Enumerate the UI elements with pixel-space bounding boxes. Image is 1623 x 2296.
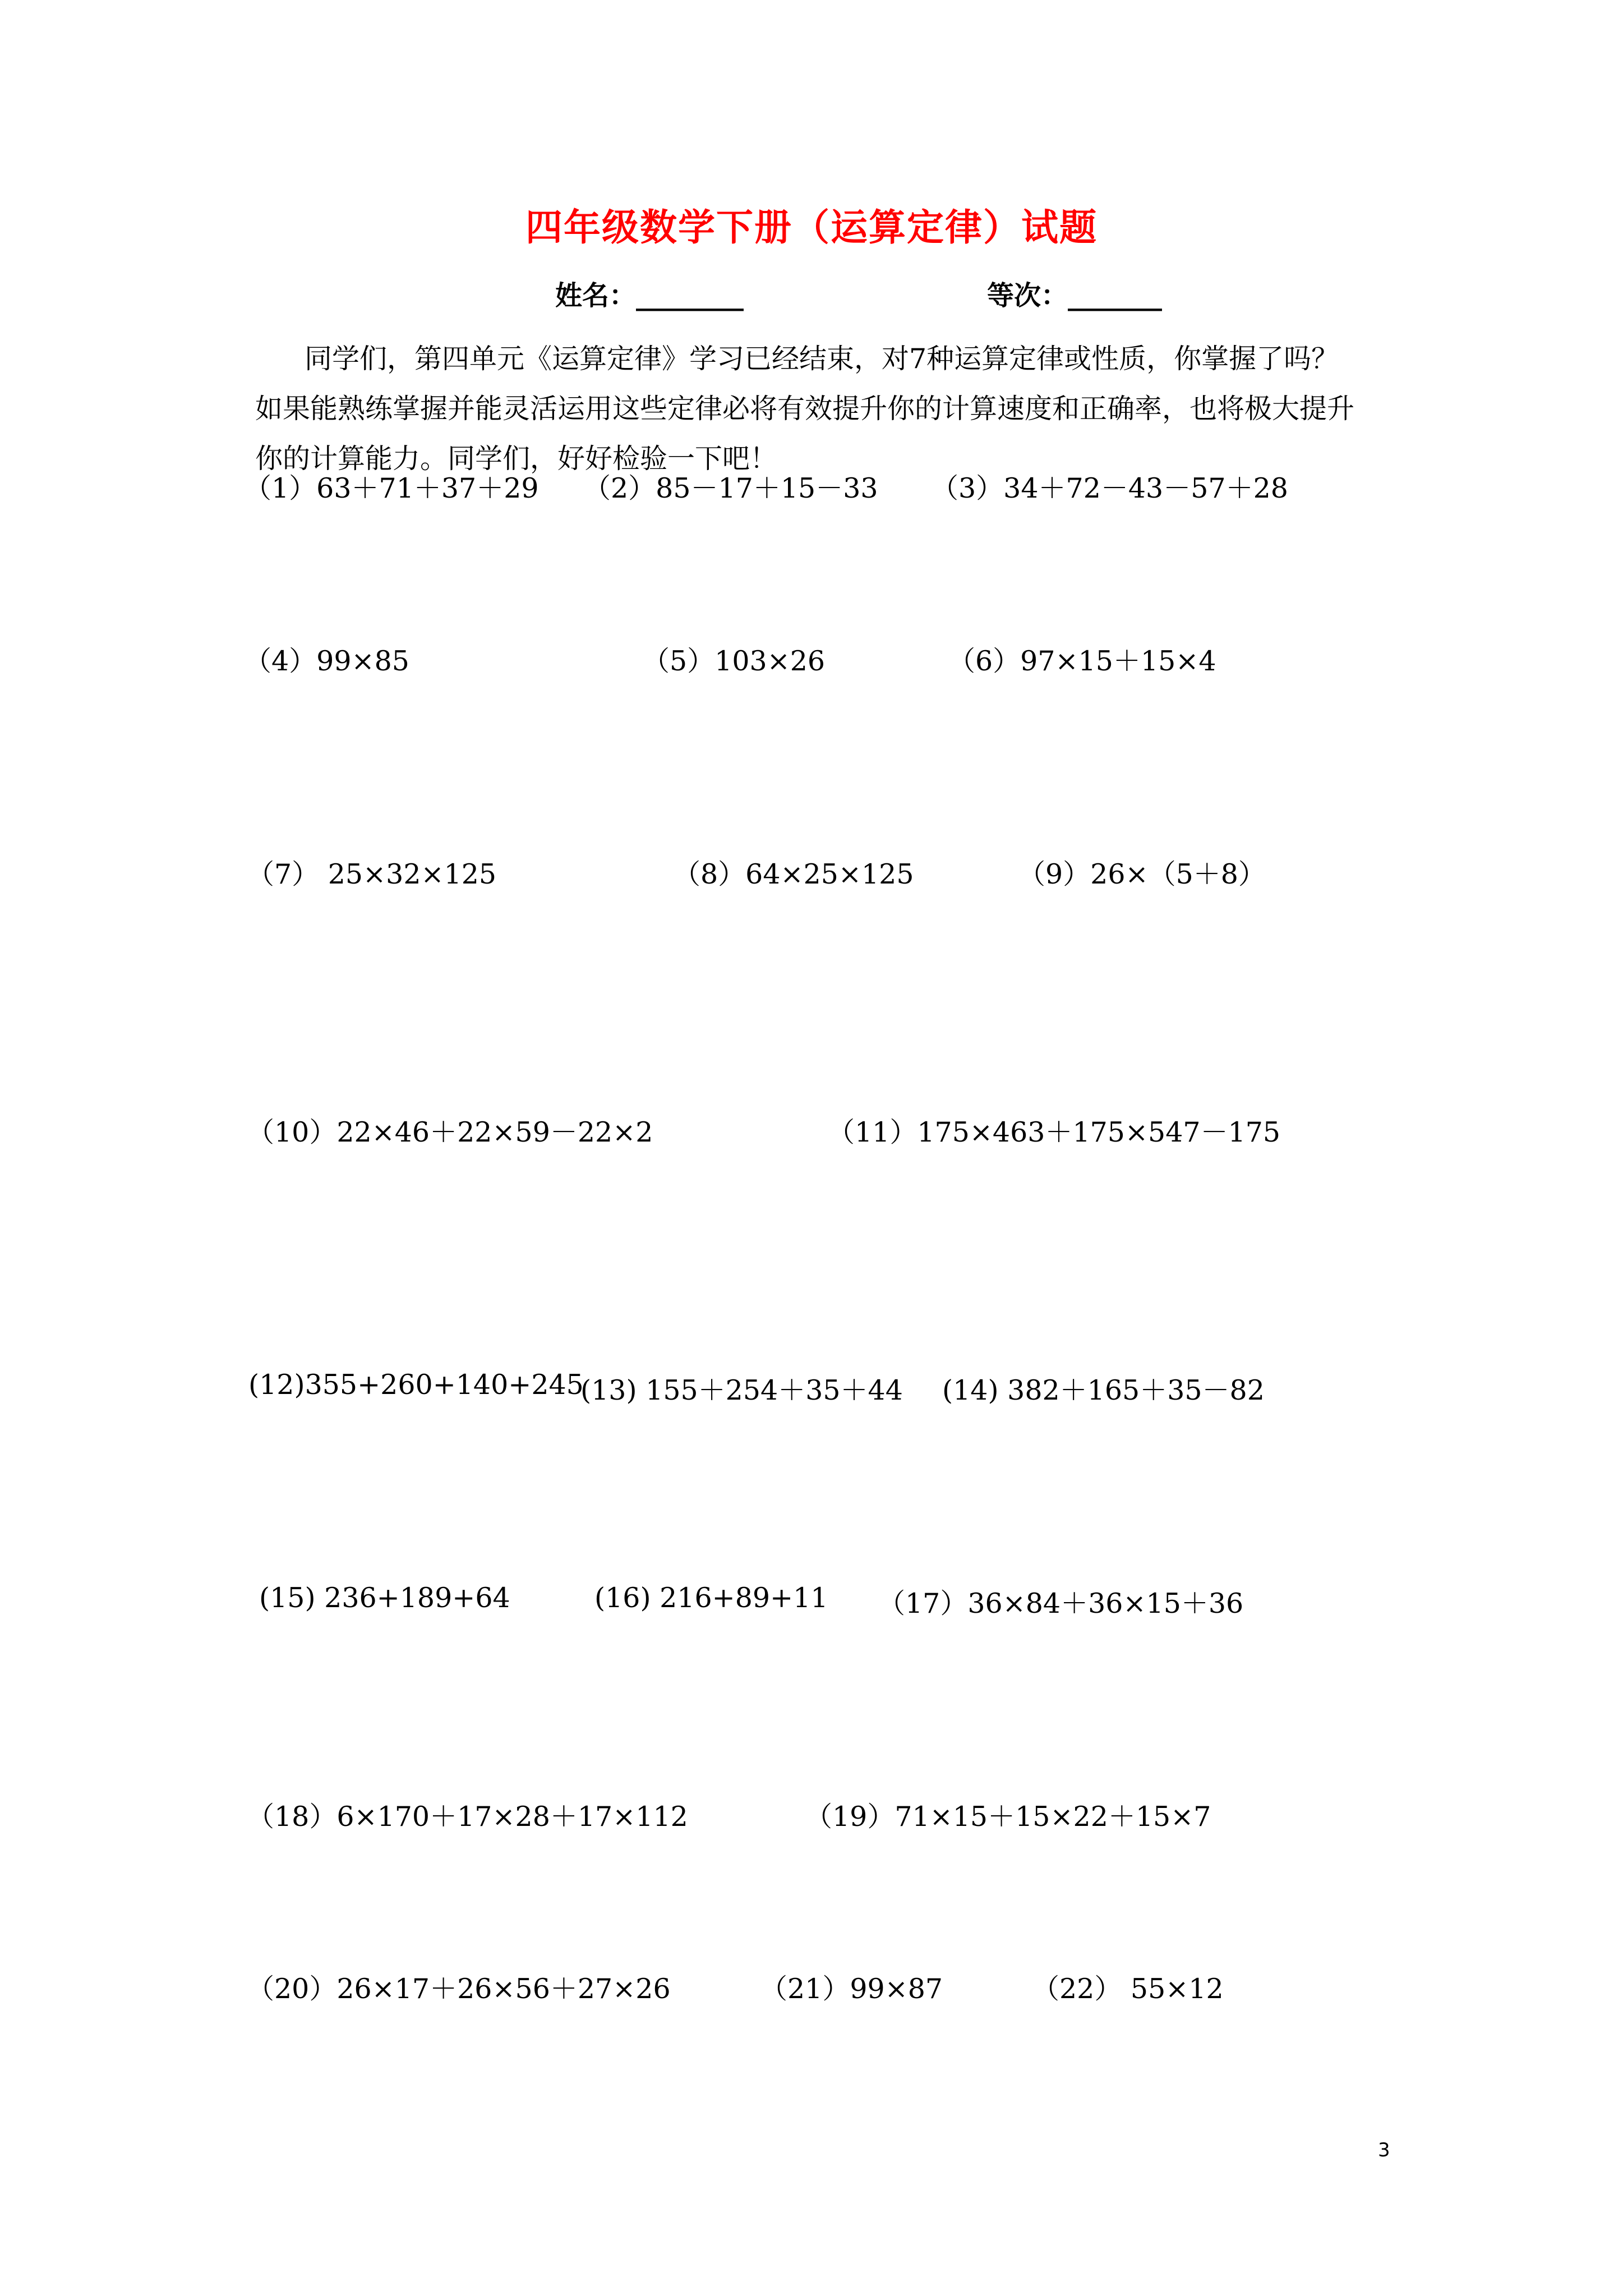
question-15: (15) 236+189+64 xyxy=(259,1582,510,1614)
question-13: (13) 155＋254＋35＋44 xyxy=(580,1374,903,1406)
question-19: （19）71×15＋15×22＋15×7 xyxy=(805,1801,1211,1833)
question-17: （17）36×84＋36×15＋36 xyxy=(878,1588,1244,1619)
intro-line: 你的计算能力。同学们，好好检验一下吧！ xyxy=(255,443,778,475)
question-10: （10）22×46＋22×59－22×2 xyxy=(247,1116,653,1148)
intro-paragraph xyxy=(255,334,1405,484)
question-21: （21）99×87 xyxy=(760,1973,943,2005)
question-1: （1）63＋71＋37＋29 xyxy=(244,472,539,504)
name-field: 姓名：________ xyxy=(555,280,744,311)
page-number: 3 xyxy=(1378,2139,1390,2161)
intro-line: 同学们，第四单元《运算定律》学习已经结束，对7种运算定律或性质，你掌握了吗？ xyxy=(305,343,1339,375)
question-11: （11）175×463＋175×547－175 xyxy=(827,1116,1281,1148)
question-20: （20）26×17＋26×56＋27×26 xyxy=(247,1973,671,2005)
question-2: （2）85－17＋15－33 xyxy=(583,472,878,504)
question-7: （7） 25×32×125 xyxy=(247,858,497,890)
question-16: (16) 216+89+11 xyxy=(594,1582,828,1614)
question-3: （3）34＋72－43－57＋28 xyxy=(931,472,1288,504)
question-9: （9）26×（5＋8） xyxy=(1018,858,1266,890)
question-6: （6）97×15＋15×4 xyxy=(948,645,1216,677)
question-14: (14) 382＋165＋35－82 xyxy=(942,1374,1265,1406)
grade-field: 等次：_______ xyxy=(987,280,1163,311)
question-8: （8）64×25×125 xyxy=(673,858,914,890)
question-4: （4）99×85 xyxy=(244,645,409,677)
intro-line: 如果能熟练掌握并能灵活运用这些定律必将有效提升你的计算速度和正确率，也将极大提升 xyxy=(255,393,1355,425)
worksheet-title: 四年级数学下册（运算定律）试题 xyxy=(525,205,1098,249)
question-5: （5）103×26 xyxy=(642,645,826,677)
question-22: （22） 55×12 xyxy=(1032,1973,1224,2005)
question-12: (12)355+260+140+245 xyxy=(248,1369,584,1401)
question-18: （18）6×170＋17×28＋17×112 xyxy=(247,1801,688,1833)
